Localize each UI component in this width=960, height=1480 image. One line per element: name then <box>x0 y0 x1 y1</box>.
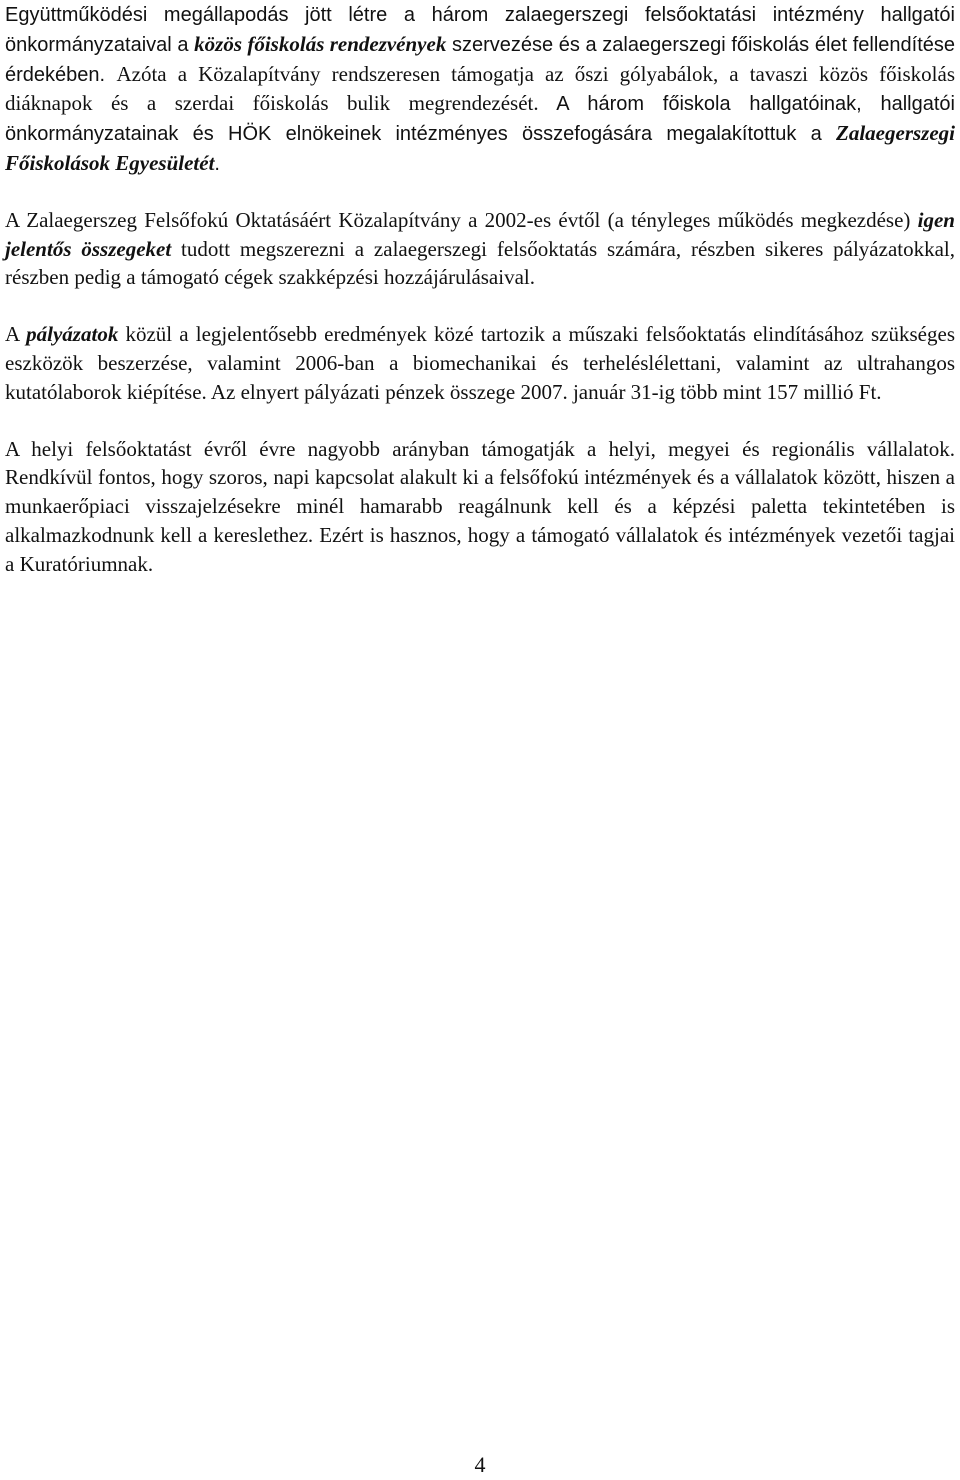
paragraph-cooperation <box>5 0 955 179</box>
document-page <box>5 0 955 579</box>
text-segment: A helyi felsőoktatást évről évre nagyobb arányban támogatják a helyi, megyei és regionális vállalatok. Rendkívül fontos, hogy szoros, napi kapcsolat alakult ki a felsőfokú intézmények és a vállalatok között, hiszen a munkaerőpiaci visszajelzésekre minél hamarabb reagálnunk kell és a képzési paletta tekintetében is alkalmazkodnunk kell a kereslethez. Ezért is hasznos, hogy a támogató vállalatok és intézmények vezetői tagjai a Kuratóriumnak. <box>5 436 955 576</box>
paragraph-tenders <box>5 320 955 406</box>
text-segment: Együttműködési megállapodás jött létre a három zalaegerszegi felsőoktatási intézmény hallgatói önkormányzataival a <box>5 4 955 56</box>
text-segment: közül a legjelentősebb eredmények közé tartozik a műszaki felsőoktatás elindításához szükséges eszközök beszerzése, valamint 2006-ban a biomechanikai és terheléslélettani, valamint az ultrahangos kutatólaborok kiépítése. Az elnyert pályázati pénzek összege 2007. január 31-ig több mint 157 millió Ft. <box>5 322 955 404</box>
text-segment: Azóta a Közalapítvány rendszeresen támogatja az őszi gólyabálok, a tavaszi közös főiskolás diáknapok és a szerdai főiskolás bulik megrendezését. <box>5 61 955 116</box>
text-segment: tudott megszerezni a zalaegerszegi felsőoktatás számára, részben sikeres pályázatokkal, részben pedig a támogató cégek szakképzési hozzájárulásaival. <box>5 236 955 290</box>
emphasis-association-name: Zalaegerszegi Főiskolások Egyesületét <box>5 121 955 175</box>
text-segment: A három főiskola hallgatóinak, hallgatói önkormányzatainak és HÖK elnökeinek intézményes összefogására megalakítottuk a <box>5 93 955 146</box>
text-segment: szervezése és a zalaegerszegi főiskolás élet fellendítése érdekében. <box>5 33 956 86</box>
emphasis-significant-amounts: igen jelentős összegeket <box>5 207 955 261</box>
text-segment: A <box>5 322 27 347</box>
text-segment: A Zalaegerszeg Felsőfokú Oktatásáért Közalapítvány a 2002-es évtől (a tényleges működés megkezdése) <box>5 207 918 232</box>
emphasis-tenders: pályázatok <box>26 322 119 347</box>
paragraph-company-support <box>5 435 955 579</box>
page-number: 4 <box>474 1452 486 1477</box>
emphasis-joint-events: közös főiskolás rendezvények <box>194 31 447 56</box>
paragraph-foundation-funds <box>5 206 955 292</box>
text-segment: . <box>214 152 220 175</box>
